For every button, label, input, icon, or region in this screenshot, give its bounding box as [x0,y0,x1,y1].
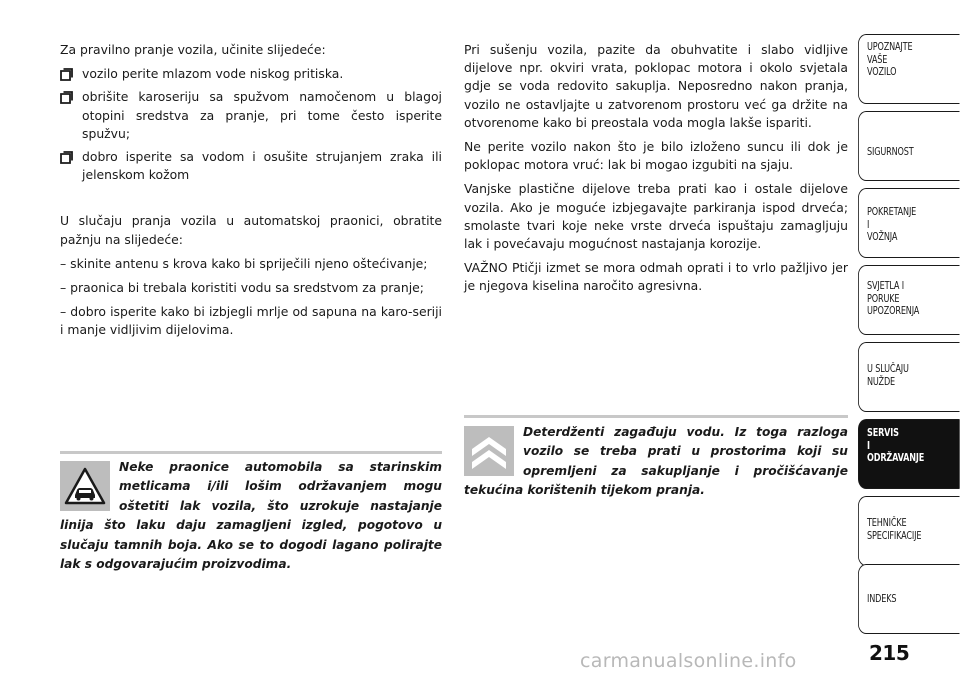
dash-item: – praonica bi trebala koristiti vodu sa sredstvom za pranje; [60,280,424,296]
list-item-text: vozilo perite mlazom vode niskog pritiska. [82,66,344,82]
list-item [60,88,442,143]
list-item-text: obrišite karoseriju sa spužvom namočenom u blagoj otopini sredstva za pranje, pri tome često isperite spužvu; [82,89,442,141]
tab-upoznajte-vase-vozilo[interactable]: UPOZNAJTE VAŠE VOZILO [858,34,960,104]
list-item [60,65,442,83]
environment-note [464,423,848,501]
tab-tehnicke-specifikacije[interactable]: TEHNIČKE SPECIFIKACIJE [858,496,960,566]
paragraph: Ne perite vozilo nakon što je bilo izloženo suncu ili dok je poklopac motora vruć: lak bi mogao izgubiti na sjaju. [464,139,848,173]
paragraph: Vanjske plastične dijelove treba prati kao i ostale dijelove vozila. Ako je moguće izbjegavajte parkiranja ispod drveća; smolaste tvari koje neke vrste drveća ispuštaju zamagljuju lak i povećavaju mogućnost nastajanja korozije. [464,181,848,252]
warning-icon-box [60,461,110,511]
car-warning-triangle-icon [64,466,106,506]
washing-steps-list [60,65,442,184]
checkbox-bullet-icon [60,68,73,81]
tab-u-slucaju-nuzde[interactable]: U SLUČAJU NUŽDE [858,342,960,412]
paragraph: Pri sušenju vozila, pazite da obuhvatite i slabo vidljive dijelove npr. okviri vrata, poklopac motora i okolo svjetala gdje se voda redovito sakuplja. Neposredno nakon pranja, vozilo ne ostavljajte u zatvorenom prostoru već ga držite na otvorenome kako bi preostala voda mogla lakše ispariti. [464,42,848,130]
citroen-chevron-icon [469,429,509,473]
intro-text: Za pravilno pranje vozila, učinite slijedeće: [60,42,326,57]
chapter-sidebar [858,34,960,638]
page-number: 215 [869,641,910,665]
checkbox-bullet-icon [60,91,73,104]
warning-note [60,458,442,574]
watermark-text: carmanualsonline.info [580,650,797,672]
dash-item: – dobro isperite kako bi izbjegli mrlje od sapuna na karo-seriji i manje vidljivim dijelovima. [60,304,442,338]
environment-note-text: Deterdženti zagađuju vodu. Iz toga razloga vozilo se treba prati u prostorima koji su opremljeni za sakupljanje i pročišćavanje tekućina korištenih tijekom pranja. [464,425,848,498]
automatic-wash-intro: U slučaju pranja vozila u automatskoj praonici, obratite pažnju na slijedeće: [60,213,442,247]
list-item-text: dobro isperite sa vodom i osušite strujanjem zraka ili jelenskom kožom [82,149,442,183]
checkbox-bullet-icon [60,151,73,164]
note-divider [60,451,442,454]
left-column [60,41,442,346]
warning-note-text: Neke praonice automobila sa starinskim metlicama i/ili lošim održavanjem mogu oštetiti lak vozila, što uzrokuje nastajanje linija što laku daju zamagljeni izgled, pogotovo u slučaju tamnih boja. Ako se to dogodi lagano polirajte lak s odgovarajućim proizvodima. [60,460,442,572]
right-column [464,41,848,302]
tab-svjetla-poruke-upozorenja[interactable]: SVJETLA I PORUKE UPOZORENJA [858,265,960,335]
dash-item: – skinite antenu s krova kako bi spriječili njeno oštećivanje; [60,255,428,271]
paragraph: VAŽNO Ptičji izmet se mora odmah oprati i to vrlo pažljivo jer je njegova kiselina naročito agresivna. [464,260,848,294]
environment-icon-box [464,426,514,476]
tab-servis-i-odrzavanje[interactable]: SERVIS I ODRŽAVANJE [858,419,960,489]
tab-indeks[interactable]: INDEKS [858,564,960,634]
note-divider [464,415,848,418]
tab-pokretanje-i-voznja[interactable]: POKRETANJE I VOŽNJA [858,188,960,258]
tab-sigurnost[interactable]: SIGURNOST [858,111,960,181]
list-item [60,148,442,184]
